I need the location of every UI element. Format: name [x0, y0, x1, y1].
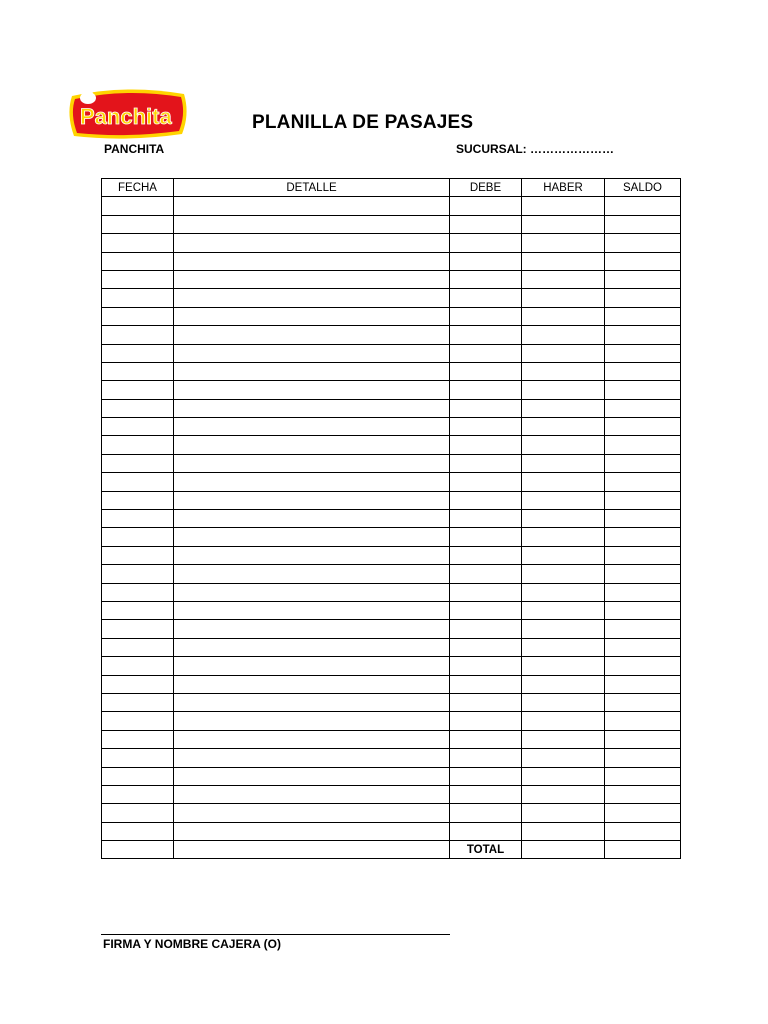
col-header-detalle: DETALLE [174, 179, 450, 197]
col-header-saldo: SALDO [605, 179, 681, 197]
cell-debe[interactable] [450, 730, 522, 748]
cell-saldo[interactable] [605, 270, 681, 288]
cell-saldo[interactable] [605, 197, 681, 215]
table-row [102, 399, 681, 417]
table-row [102, 234, 681, 252]
cell-detalle[interactable] [174, 730, 450, 748]
cell-debe[interactable] [450, 344, 522, 362]
cell-debe[interactable] [450, 381, 522, 399]
cell-fecha[interactable] [102, 583, 174, 601]
cell-detalle[interactable] [174, 215, 450, 233]
table-row [102, 657, 681, 675]
cell-saldo[interactable] [605, 565, 681, 583]
cell-debe[interactable] [450, 307, 522, 325]
cell-saldo[interactable] [605, 252, 681, 270]
cell-detalle[interactable] [174, 767, 450, 785]
cell-detalle[interactable] [174, 528, 450, 546]
cell-detalle[interactable] [174, 307, 450, 325]
cell-haber[interactable] [522, 638, 605, 656]
cell-debe[interactable] [450, 436, 522, 454]
cell-detalle[interactable] [174, 693, 450, 711]
cell-detalle[interactable] [174, 510, 450, 528]
cell-saldo[interactable] [605, 418, 681, 436]
cell-haber[interactable] [522, 657, 605, 675]
table-row [102, 381, 681, 399]
logo-text: Panchita [80, 104, 172, 129]
cell-saldo[interactable] [605, 767, 681, 785]
cell-haber[interactable] [522, 601, 605, 619]
cell-haber[interactable] [522, 730, 605, 748]
cell-fecha[interactable] [102, 491, 174, 509]
cell-fecha[interactable] [102, 565, 174, 583]
cell-haber[interactable] [522, 675, 605, 693]
cell-haber[interactable] [522, 785, 605, 803]
cell-haber[interactable] [522, 270, 605, 288]
table-row [102, 583, 681, 601]
cell-debe[interactable] [450, 252, 522, 270]
cell-detalle[interactable] [174, 546, 450, 564]
cell-debe[interactable] [450, 657, 522, 675]
cell-debe[interactable] [450, 767, 522, 785]
table-row [102, 473, 681, 491]
col-header-debe: DEBE [450, 179, 522, 197]
cell-fecha[interactable] [102, 381, 174, 399]
table-row [102, 326, 681, 344]
table-header-row [102, 179, 681, 197]
cell-haber[interactable] [522, 197, 605, 215]
table-row [102, 197, 681, 215]
cell-fecha[interactable] [102, 749, 174, 767]
cell-fecha[interactable] [102, 270, 174, 288]
cell-saldo[interactable] [605, 804, 681, 822]
table-row [102, 344, 681, 362]
cell-fecha[interactable] [102, 712, 174, 730]
cell-fecha[interactable] [102, 510, 174, 528]
cell-saldo[interactable] [605, 215, 681, 233]
signature-label: FIRMA Y NOMBRE CAJERA (O) [103, 937, 282, 951]
table-row [102, 510, 681, 528]
ledger-table [101, 178, 681, 859]
cell-saldo[interactable] [605, 638, 681, 656]
table-row [102, 436, 681, 454]
cell-debe[interactable] [450, 454, 522, 472]
cell-detalle[interactable] [174, 601, 450, 619]
table-row [102, 565, 681, 583]
cell-haber[interactable] [522, 326, 605, 344]
cell-fecha[interactable] [102, 326, 174, 344]
cell-debe[interactable] [450, 362, 522, 380]
cell-fecha[interactable] [102, 215, 174, 233]
cell-fecha[interactable] [102, 767, 174, 785]
cell-saldo[interactable] [605, 381, 681, 399]
cell-debe[interactable] [450, 749, 522, 767]
table-row [102, 712, 681, 730]
cell-debe[interactable] [450, 528, 522, 546]
cell-detalle[interactable] [174, 436, 450, 454]
panchita-logo-graphic [66, 84, 190, 142]
cell-detalle[interactable] [174, 785, 450, 803]
cell-detalle[interactable] [174, 197, 450, 215]
cell-debe[interactable] [450, 215, 522, 233]
table-row [102, 638, 681, 656]
cell-detalle[interactable] [174, 418, 450, 436]
table-row [102, 804, 681, 822]
cell-fecha[interactable] [102, 822, 174, 840]
table-row [102, 785, 681, 803]
cell-debe[interactable] [450, 491, 522, 509]
cell-debe[interactable] [450, 326, 522, 344]
cell-haber[interactable] [522, 693, 605, 711]
total-detalle-cell[interactable] [174, 841, 450, 859]
cell-fecha[interactable] [102, 289, 174, 307]
cell-fecha[interactable] [102, 657, 174, 675]
table-row [102, 252, 681, 270]
cell-haber[interactable] [522, 307, 605, 325]
table-row [102, 289, 681, 307]
table-row [102, 362, 681, 380]
cell-saldo[interactable] [605, 289, 681, 307]
cell-fecha[interactable] [102, 197, 174, 215]
cell-detalle[interactable] [174, 454, 450, 472]
cell-fecha[interactable] [102, 785, 174, 803]
cell-fecha[interactable] [102, 804, 174, 822]
cell-fecha[interactable] [102, 638, 174, 656]
cell-detalle[interactable] [174, 620, 450, 638]
cell-haber[interactable] [522, 418, 605, 436]
signature-line [101, 934, 450, 935]
cell-fecha[interactable] [102, 693, 174, 711]
table-row [102, 822, 681, 840]
cell-fecha[interactable] [102, 601, 174, 619]
total-label: TOTAL [450, 841, 522, 859]
cell-haber[interactable] [522, 528, 605, 546]
cell-fecha[interactable] [102, 528, 174, 546]
cell-detalle[interactable] [174, 289, 450, 307]
cell-detalle[interactable] [174, 399, 450, 417]
cell-detalle[interactable] [174, 638, 450, 656]
table-row [102, 730, 681, 748]
cell-saldo[interactable] [605, 730, 681, 748]
cell-saldo[interactable] [605, 749, 681, 767]
cell-haber[interactable] [522, 565, 605, 583]
cell-haber[interactable] [522, 583, 605, 601]
cell-saldo[interactable] [605, 234, 681, 252]
table-row [102, 546, 681, 564]
cell-haber[interactable] [522, 215, 605, 233]
table-row [102, 767, 681, 785]
col-header-fecha: FECHA [102, 179, 174, 197]
cell-saldo[interactable] [605, 399, 681, 417]
branch-field: SUCURSAL: ………………… [456, 142, 614, 156]
cell-saldo[interactable] [605, 657, 681, 675]
cell-haber[interactable] [522, 399, 605, 417]
table-row [102, 693, 681, 711]
cell-saldo[interactable] [605, 510, 681, 528]
cell-fecha[interactable] [102, 344, 174, 362]
cell-debe[interactable] [450, 399, 522, 417]
cell-detalle[interactable] [174, 657, 450, 675]
cell-saldo[interactable] [605, 436, 681, 454]
cell-saldo[interactable] [605, 693, 681, 711]
cell-debe[interactable] [450, 270, 522, 288]
ledger-body [102, 197, 681, 841]
cell-debe[interactable] [450, 418, 522, 436]
cell-saldo[interactable] [605, 675, 681, 693]
cell-debe[interactable] [450, 289, 522, 307]
cell-saldo[interactable] [605, 822, 681, 840]
cell-haber[interactable] [522, 454, 605, 472]
cell-debe[interactable] [450, 583, 522, 601]
cell-detalle[interactable] [174, 344, 450, 362]
cell-debe[interactable] [450, 546, 522, 564]
cell-haber[interactable] [522, 491, 605, 509]
cell-saldo[interactable] [605, 473, 681, 491]
cell-fecha[interactable] [102, 675, 174, 693]
cell-debe[interactable] [450, 675, 522, 693]
cell-saldo[interactable] [605, 362, 681, 380]
cell-haber[interactable] [522, 289, 605, 307]
col-header-haber: HABER [522, 179, 605, 197]
cell-fecha[interactable] [102, 307, 174, 325]
cell-haber[interactable] [522, 749, 605, 767]
cell-detalle[interactable] [174, 362, 450, 380]
cell-saldo[interactable] [605, 546, 681, 564]
cell-fecha[interactable] [102, 234, 174, 252]
total-saldo-cell[interactable] [605, 841, 681, 859]
cell-debe[interactable] [450, 804, 522, 822]
table-row [102, 675, 681, 693]
table-row [102, 601, 681, 619]
cell-fecha[interactable] [102, 399, 174, 417]
cell-haber[interactable] [522, 436, 605, 454]
cell-haber[interactable] [522, 510, 605, 528]
cell-debe[interactable] [450, 822, 522, 840]
cell-detalle[interactable] [174, 749, 450, 767]
cell-detalle[interactable] [174, 326, 450, 344]
total-haber-cell[interactable] [522, 841, 605, 859]
cell-fecha[interactable] [102, 620, 174, 638]
cell-detalle[interactable] [174, 270, 450, 288]
cell-saldo[interactable] [605, 454, 681, 472]
cell-haber[interactable] [522, 804, 605, 822]
cell-fecha[interactable] [102, 362, 174, 380]
cell-fecha[interactable] [102, 546, 174, 564]
cell-haber[interactable] [522, 252, 605, 270]
table-row [102, 491, 681, 509]
cell-saldo[interactable] [605, 344, 681, 362]
cell-debe[interactable] [450, 620, 522, 638]
cell-detalle[interactable] [174, 473, 450, 491]
cell-haber[interactable] [522, 362, 605, 380]
cell-debe[interactable] [450, 473, 522, 491]
table-row [102, 215, 681, 233]
total-row [102, 841, 681, 859]
cell-saldo[interactable] [605, 326, 681, 344]
cell-saldo[interactable] [605, 601, 681, 619]
cell-debe[interactable] [450, 234, 522, 252]
table-row [102, 454, 681, 472]
cell-debe[interactable] [450, 693, 522, 711]
cell-haber[interactable] [522, 712, 605, 730]
cell-debe[interactable] [450, 510, 522, 528]
cell-saldo[interactable] [605, 620, 681, 638]
cell-debe[interactable] [450, 712, 522, 730]
cell-debe[interactable] [450, 638, 522, 656]
page-title: PLANILLA DE PASAJES [252, 112, 474, 133]
cell-haber[interactable] [522, 546, 605, 564]
cell-detalle[interactable] [174, 822, 450, 840]
cell-fecha[interactable] [102, 730, 174, 748]
cell-debe[interactable] [450, 601, 522, 619]
table-row [102, 270, 681, 288]
cell-saldo[interactable] [605, 785, 681, 803]
cell-fecha[interactable] [102, 454, 174, 472]
cell-detalle[interactable] [174, 675, 450, 693]
cell-saldo[interactable] [605, 528, 681, 546]
cell-haber[interactable] [522, 381, 605, 399]
cell-haber[interactable] [522, 767, 605, 785]
cell-saldo[interactable] [605, 307, 681, 325]
cell-haber[interactable] [522, 234, 605, 252]
cell-saldo[interactable] [605, 712, 681, 730]
panchita-logo [66, 84, 190, 142]
cell-detalle[interactable] [174, 712, 450, 730]
cell-fecha[interactable] [102, 418, 174, 436]
cell-detalle[interactable] [174, 234, 450, 252]
table-row [102, 620, 681, 638]
cell-detalle[interactable] [174, 804, 450, 822]
cell-haber[interactable] [522, 620, 605, 638]
cell-fecha[interactable] [102, 436, 174, 454]
cell-detalle[interactable] [174, 583, 450, 601]
cell-detalle[interactable] [174, 491, 450, 509]
cell-detalle[interactable] [174, 381, 450, 399]
cell-debe[interactable] [450, 197, 522, 215]
company-name: PANCHITA [104, 142, 165, 156]
cell-debe[interactable] [450, 565, 522, 583]
cell-fecha[interactable] [102, 252, 174, 270]
cell-haber[interactable] [522, 344, 605, 362]
cell-detalle[interactable] [174, 565, 450, 583]
table-row [102, 749, 681, 767]
cell-detalle[interactable] [174, 252, 450, 270]
table-row [102, 307, 681, 325]
cell-haber[interactable] [522, 822, 605, 840]
table-row [102, 418, 681, 436]
cell-fecha[interactable] [102, 473, 174, 491]
table-row [102, 528, 681, 546]
cell-saldo[interactable] [605, 491, 681, 509]
total-fecha-cell[interactable] [102, 841, 174, 859]
cell-haber[interactable] [522, 473, 605, 491]
cell-saldo[interactable] [605, 583, 681, 601]
cell-debe[interactable] [450, 785, 522, 803]
